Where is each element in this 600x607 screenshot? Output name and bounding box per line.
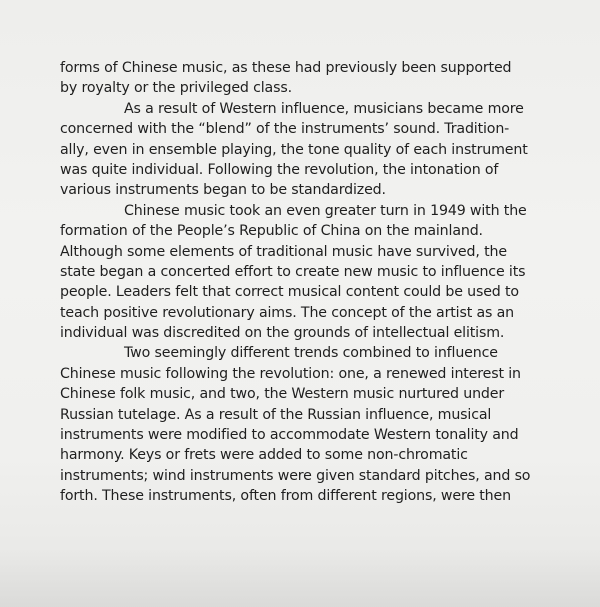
paragraph-first-line: As a result of Western influence, musicians became more — [124, 100, 524, 117]
text-line: formation of the People’s Republic of China on the mainland. — [60, 223, 483, 240]
text-line: individual was discredited on the grounds of intellectual elitism. — [60, 325, 505, 342]
text-line: was quite individual. Following the revolution, the intonation of — [60, 161, 499, 178]
text-line: instruments; wind instruments were given standard pitches, and so — [60, 467, 531, 484]
paragraph-first-line: Chinese music took an even greater turn in 1949 with the — [124, 202, 527, 219]
text-line: Chinese music following the revolution: one, a renewed interest in — [60, 365, 521, 382]
text-line: concerned with the “blend” of the instruments’ sound. Tradition- — [60, 121, 510, 138]
text-line: ally, even in ensemble playing, the tone quality of each instrument — [60, 141, 528, 158]
text-line: forth. These instruments, often from different regions, were then — [60, 488, 511, 505]
text-line: Russian tutelage. As a result of the Russian influence, musical — [60, 406, 492, 423]
text-line: instruments were modified to accommodate Western tonality and — [60, 427, 519, 444]
text-line: harmony. Keys or frets were added to some non-chromatic — [60, 447, 468, 464]
paragraph-first-line: Two seemingly different trends combined to influence — [124, 345, 498, 362]
text-line: teach positive revolutionary aims. The concept of the artist as an — [60, 304, 515, 321]
text-line: forms of Chinese music, as these had previously been supported — [60, 60, 512, 76]
text-line: Chinese folk music, and two, the Western music nurtured under — [60, 386, 505, 403]
page-body-text — [60, 58, 556, 507]
text-line: people. Leaders felt that correct musical content could be used to — [60, 284, 519, 301]
text-line: state began a concerted effort to create new music to influence its — [60, 263, 526, 280]
text-line: Although some elements of traditional music have survived, the — [60, 243, 507, 260]
page-bottom-shadow — [0, 547, 600, 607]
text-line: by royalty or the privileged class. — [60, 80, 292, 97]
text-line: various instruments began to be standardized. — [60, 182, 386, 199]
